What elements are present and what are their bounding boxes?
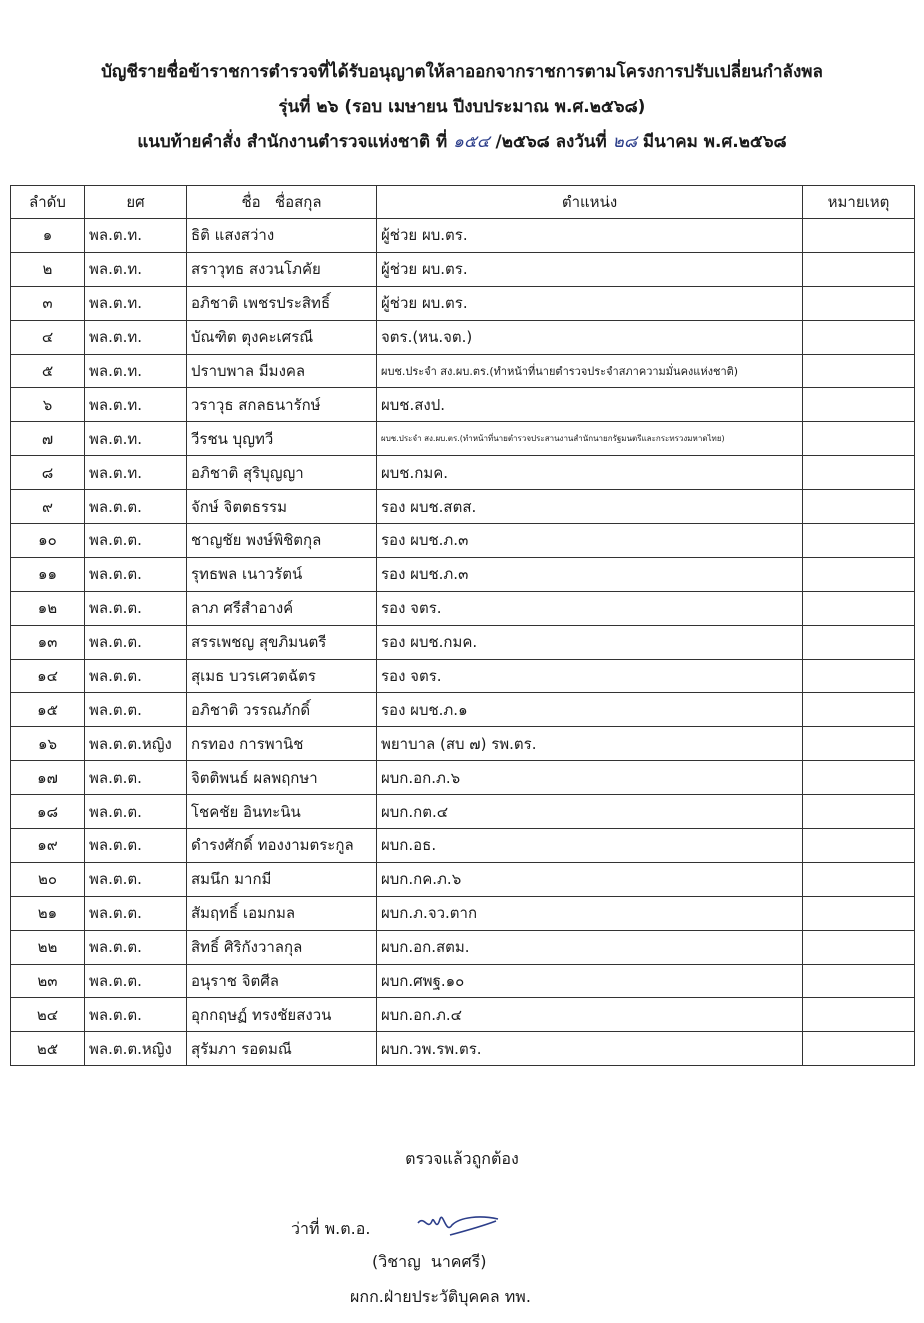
cell-name: บัณฑิต ตุงคะเศรณี xyxy=(187,320,377,354)
cell-name: อภิชาติ วรรณภักดิ์ xyxy=(187,693,377,727)
table-row xyxy=(11,557,915,591)
cell-note xyxy=(803,693,915,727)
cell-position: รอง จตร. xyxy=(377,659,803,693)
cell-position: ผบก.ศพฐ.๑๐ xyxy=(377,964,803,998)
order-day: ๒๘ xyxy=(612,132,637,152)
signer-position: ผกก.ฝ่ายประวัติบุคคล ทพ. xyxy=(350,1287,531,1306)
cell-name: วราวุธ สกลธนารักษ์ xyxy=(187,388,377,422)
cell-rank: พล.ต.ต. xyxy=(85,795,187,829)
cell-rank: พล.ต.ต.หญิง xyxy=(85,727,187,761)
cell-note xyxy=(803,219,915,253)
header-rank: ยศ xyxy=(85,186,187,219)
cell-name: ลาภ ศรีสำอางค์ xyxy=(187,591,377,625)
table-row xyxy=(11,659,915,693)
cell-name: สราวุทธ สงวนโภคัย xyxy=(187,252,377,286)
cell-position: ผบก.กค.ภ.๖ xyxy=(377,862,803,896)
cell-position: ผบก.วพ.รพ.ตร. xyxy=(377,1032,803,1066)
cell-position: ผบก.อธ. xyxy=(377,829,803,863)
table-row xyxy=(11,422,915,456)
cell-note xyxy=(803,964,915,998)
cell-no: ๑๑ xyxy=(11,557,85,591)
cell-note xyxy=(803,896,915,930)
cell-name: สรรเพชญ สุขภิมนตรี xyxy=(187,625,377,659)
cell-name: จิตติพนธ์ ผลพฤกษา xyxy=(187,761,377,795)
cell-position: ผบช.ประจำ สง.ผบ.ตร.(ทำหน้าที่นายตำรวจประจำสภาความมั่นคงแห่งชาติ) xyxy=(377,354,803,388)
cell-note xyxy=(803,727,915,761)
table-row xyxy=(11,490,915,524)
cell-no: ๑๔ xyxy=(11,659,85,693)
cell-rank: พล.ต.ต.หญิง xyxy=(85,1032,187,1066)
table-row xyxy=(11,998,915,1032)
header-name: ชื่อ ชื่อสกุล xyxy=(187,186,377,219)
table-row xyxy=(11,388,915,422)
cell-note xyxy=(803,354,915,388)
table-row xyxy=(11,354,915,388)
cell-position: ผบช.สงป. xyxy=(377,388,803,422)
table-row xyxy=(11,286,915,320)
cell-no: ๑๒ xyxy=(11,591,85,625)
order-suffix: มีนาคม พ.ศ.๒๕๖๘ xyxy=(642,132,787,152)
cell-rank: พล.ต.ท. xyxy=(85,286,187,320)
cell-note xyxy=(803,557,915,591)
cell-position: รอง ผบช.ภ.๓ xyxy=(377,524,803,558)
table-row xyxy=(11,964,915,998)
cell-rank: พล.ต.ท. xyxy=(85,320,187,354)
cell-rank: พล.ต.ต. xyxy=(85,591,187,625)
cell-no: ๙ xyxy=(11,490,85,524)
cell-position: ผู้ช่วย ผบ.ตร. xyxy=(377,286,803,320)
cell-name: อภิชาติ สุริบุญญา xyxy=(187,456,377,490)
doc-subtitle: รุ่นที่ ๒๖ (รอบ เมษายน ปีงบประมาณ พ.ศ.๒๕๖๘) xyxy=(278,97,646,117)
cell-name: ชาญชัย พงษ์พิชิตกุล xyxy=(187,524,377,558)
cell-no: ๑๖ xyxy=(11,727,85,761)
signature xyxy=(410,1205,510,1249)
cell-note xyxy=(803,252,915,286)
cell-note xyxy=(803,388,915,422)
cell-rank: พล.ต.ต. xyxy=(85,930,187,964)
cell-position: รอง จตร. xyxy=(377,591,803,625)
table-row xyxy=(11,727,915,761)
cell-name: ธิติ แสงสว่าง xyxy=(187,219,377,253)
header-position: ตำแหน่ง xyxy=(377,186,803,219)
cell-rank: พล.ต.ต. xyxy=(85,557,187,591)
cell-name: กรทอง การพานิช xyxy=(187,727,377,761)
signer-name: (วิชาญ นาคศรี) xyxy=(372,1252,487,1271)
cell-note xyxy=(803,1032,915,1066)
cell-name: รุทธพล เนาวรัตน์ xyxy=(187,557,377,591)
cell-rank: พล.ต.ต. xyxy=(85,896,187,930)
cell-note xyxy=(803,930,915,964)
cell-rank: พล.ต.ท. xyxy=(85,252,187,286)
cell-name: ดำรงศักดิ์ ทองงามตระกูล xyxy=(187,829,377,863)
document-header xyxy=(0,55,924,160)
table-row xyxy=(11,320,915,354)
table-row xyxy=(11,625,915,659)
cell-position: พยาบาล (สบ ๗) รพ.ตร. xyxy=(377,727,803,761)
table-header-row xyxy=(11,186,915,219)
cell-rank: พล.ต.ต. xyxy=(85,693,187,727)
cell-rank: พล.ต.ท. xyxy=(85,219,187,253)
table-row xyxy=(11,862,915,896)
cell-note xyxy=(803,490,915,524)
cell-name: โชคชัย อินทะนิน xyxy=(187,795,377,829)
table-row xyxy=(11,524,915,558)
cell-no: ๑๙ xyxy=(11,829,85,863)
cell-note xyxy=(803,625,915,659)
cell-position: ผู้ช่วย ผบ.ตร. xyxy=(377,219,803,253)
order-number: ๑๕๔ xyxy=(453,132,490,152)
table-row xyxy=(11,896,915,930)
table-row xyxy=(11,252,915,286)
cell-position: ผบก.ภ.จว.ตาก xyxy=(377,896,803,930)
cell-no: ๔ xyxy=(11,320,85,354)
cell-position: รอง ผบช.ภ.๑ xyxy=(377,693,803,727)
cell-position: รอง ผบช.กมค. xyxy=(377,625,803,659)
personnel-table xyxy=(10,185,915,1066)
cell-no: ๒๓ xyxy=(11,964,85,998)
cell-rank: พล.ต.ท. xyxy=(85,388,187,422)
cell-position: รอง ผบช.ภ.๓ xyxy=(377,557,803,591)
cell-no: ๑๓ xyxy=(11,625,85,659)
cell-name: สมนึก มากมี xyxy=(187,862,377,896)
table-row xyxy=(11,693,915,727)
table-row xyxy=(11,761,915,795)
cell-name: ปราบพาล มีมงคล xyxy=(187,354,377,388)
cell-no: ๒๕ xyxy=(11,1032,85,1066)
cell-rank: พล.ต.ท. xyxy=(85,354,187,388)
cell-no: ๗ xyxy=(11,422,85,456)
cell-no: ๕ xyxy=(11,354,85,388)
cell-name: วีรชน บุญทวี xyxy=(187,422,377,456)
cell-name: สุรัมภา รอดมณี xyxy=(187,1032,377,1066)
cell-note xyxy=(803,524,915,558)
cell-no: ๒๔ xyxy=(11,998,85,1032)
cell-position: รอง ผบช.สตส. xyxy=(377,490,803,524)
table-row xyxy=(11,795,915,829)
cell-no: ๒๐ xyxy=(11,862,85,896)
cell-rank: พล.ต.ต. xyxy=(85,524,187,558)
cell-rank: พล.ต.ต. xyxy=(85,490,187,524)
table-row xyxy=(11,219,915,253)
cell-name: อภิชาติ เพชรประสิทธิ์ xyxy=(187,286,377,320)
cell-note xyxy=(803,998,915,1032)
cell-rank: พล.ต.ต. xyxy=(85,761,187,795)
cell-no: ๑๐ xyxy=(11,524,85,558)
cell-name: สุเมธ บวรเศวตฉัตร xyxy=(187,659,377,693)
cell-no: ๖ xyxy=(11,388,85,422)
cell-no: ๑ xyxy=(11,219,85,253)
cell-note xyxy=(803,422,915,456)
cell-note xyxy=(803,795,915,829)
cell-rank: พล.ต.ต. xyxy=(85,659,187,693)
cell-position: ผบก.อก.ภ.๔ xyxy=(377,998,803,1032)
cell-no: ๑๗ xyxy=(11,761,85,795)
cell-name: สัมฤทธิ์ เอมกมล xyxy=(187,896,377,930)
cell-note xyxy=(803,456,915,490)
cell-name: อนุราช จิตศีล xyxy=(187,964,377,998)
table-row xyxy=(11,456,915,490)
table-body xyxy=(11,219,915,1066)
table-row xyxy=(11,591,915,625)
cell-no: ๑๘ xyxy=(11,795,85,829)
table-row xyxy=(11,1032,915,1066)
cell-position: ผู้ช่วย ผบ.ตร. xyxy=(377,252,803,286)
cell-rank: พล.ต.ต. xyxy=(85,829,187,863)
cell-position: ผบช.กมค. xyxy=(377,456,803,490)
cell-note xyxy=(803,761,915,795)
cell-note xyxy=(803,829,915,863)
cell-no: ๓ xyxy=(11,286,85,320)
verified-text: ตรวจแล้วถูกต้อง xyxy=(405,1149,519,1168)
header-note: หมายเหตุ xyxy=(803,186,915,219)
cell-rank: พล.ต.ท. xyxy=(85,456,187,490)
order-reference xyxy=(0,125,924,160)
cell-name: จักษ์ จิตตธรรม xyxy=(187,490,377,524)
cell-position: ผบช.ประจำ สง.ผบ.ตร.(ทำหน้าที่นายตำรวจประสานงานสำนักนายกรัฐมนตรีและกระทรวงมหาดไทย) xyxy=(377,422,803,456)
cell-no: ๒๒ xyxy=(11,930,85,964)
cell-rank: พล.ต.ต. xyxy=(85,998,187,1032)
cell-rank: พล.ต.ท. xyxy=(85,422,187,456)
cell-rank: พล.ต.ต. xyxy=(85,625,187,659)
cell-position: ผบก.อก.สตม. xyxy=(377,930,803,964)
order-prefix: แนบท้ายคำสั่ง สำนักงานตำรวจแห่งชาติ ที่ xyxy=(137,132,448,152)
cell-note xyxy=(803,320,915,354)
cell-note xyxy=(803,659,915,693)
cell-note xyxy=(803,862,915,896)
cell-note xyxy=(803,591,915,625)
doc-title: บัญชีรายชื่อข้าราชการตำรวจที่ได้รับอนุญาตให้ลาออกจากราชการตามโครงการปรับเปลี่ยนกำลังพล xyxy=(101,62,823,82)
header-no: ลำดับ xyxy=(11,186,85,219)
cell-rank: พล.ต.ต. xyxy=(85,862,187,896)
signer-title: ว่าที่ พ.ต.อ. xyxy=(291,1219,371,1238)
cell-note xyxy=(803,286,915,320)
table-row xyxy=(11,829,915,863)
cell-rank: พล.ต.ต. xyxy=(85,964,187,998)
cell-name: สิทธิ์ ศิริกังวาลกุล xyxy=(187,930,377,964)
cell-no: ๒ xyxy=(11,252,85,286)
cell-no: ๑๕ xyxy=(11,693,85,727)
cell-no: ๘ xyxy=(11,456,85,490)
cell-no: ๒๑ xyxy=(11,896,85,930)
cell-position: ผบก.กต.๔ xyxy=(377,795,803,829)
order-mid: /๒๕๖๘ ลงวันที่ xyxy=(495,132,607,152)
cell-name: อุกกฤษฏ์ ทรงชัยสงวน xyxy=(187,998,377,1032)
cell-position: จตร.(หน.จต.) xyxy=(377,320,803,354)
table-row xyxy=(11,930,915,964)
cell-position: ผบก.อก.ภ.๖ xyxy=(377,761,803,795)
